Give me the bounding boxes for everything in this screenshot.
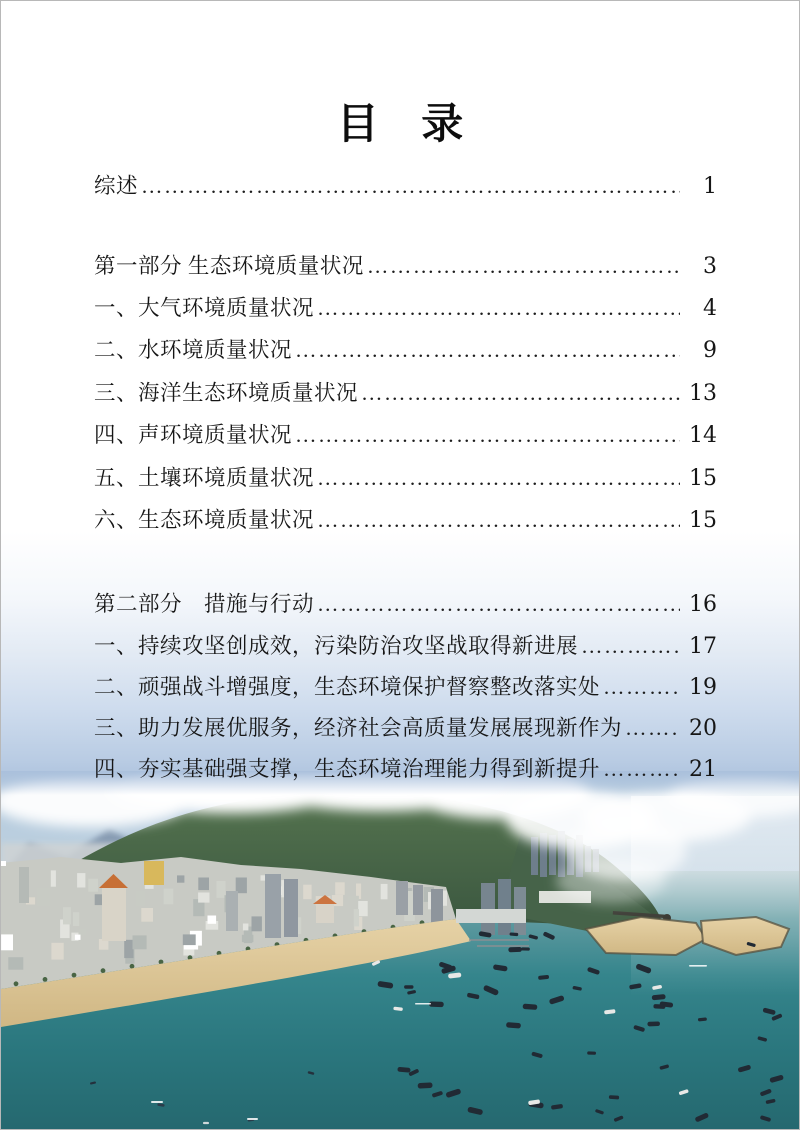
toc-entry	[94, 378, 717, 420]
toc-page-number: 15	[689, 465, 717, 491]
toc-entry	[94, 754, 717, 795]
toc-leader-dots	[361, 378, 680, 408]
toc-entry-label: 一、持续攻坚创成效，污染防治攻坚战取得新进展	[94, 634, 579, 658]
toc-part2-items	[94, 631, 717, 795]
toc-entry	[94, 505, 717, 547]
toc-page-number: 17	[689, 634, 717, 659]
toc-page-number: 1	[703, 174, 717, 199]
toc-page-number: 3	[703, 254, 717, 279]
toc-entry-label: 第一部分 生态环境质量状况	[94, 254, 364, 278]
toc-leader-dots	[317, 463, 680, 493]
toc-leader-dots	[295, 420, 680, 450]
toc-page-number: 16	[689, 592, 717, 617]
toc-part2-heading	[94, 589, 717, 620]
toc-entry-label: 四、夯实基础强支撑，生态环境治理能力得到新提升	[94, 757, 601, 781]
toc-entry-label: 一、大气环境质量状况	[94, 296, 315, 320]
toc-entry	[94, 672, 717, 713]
toc-entry-label: 第二部分 措施与行动	[94, 592, 315, 616]
toc-page-number: 15	[689, 507, 717, 533]
toc-entry-label: 综述	[94, 174, 139, 198]
toc-leader-dots	[295, 335, 680, 365]
toc-part1-items	[94, 293, 717, 547]
toc-entry-label: 三、助力发展优服务，经济社会高质量发展展现新作为	[94, 716, 623, 740]
toc-entry-label: 二、顽强战斗增强度，生态环境保护督察整改落实处	[94, 675, 601, 699]
toc-entry-label: 三、海洋生态环境质量状况	[94, 380, 359, 405]
toc-entry	[94, 631, 717, 672]
toc-entry-label: 六、生态环境质量状况	[94, 507, 315, 532]
toc-page-number: 9	[703, 338, 717, 364]
toc-entry	[94, 463, 717, 505]
toc-entry-label: 二、水环境质量状况	[94, 338, 293, 363]
toc-leader-dots	[141, 171, 680, 201]
toc-entry-label: 四、声环境质量状况	[94, 423, 293, 448]
toc-leader-dots	[317, 589, 680, 619]
toc-leader-dots	[625, 713, 680, 743]
toc-entry	[94, 713, 717, 754]
toc-page-number: 14	[689, 423, 717, 449]
page-title: 目 录	[336, 99, 478, 148]
toc-page-number: 4	[703, 296, 717, 321]
toc-page-number: 21	[689, 757, 717, 782]
toc-leader-dots	[581, 631, 680, 661]
toc-leader-dots	[367, 251, 680, 281]
toc-entry	[94, 335, 717, 377]
toc-entry	[94, 293, 717, 335]
toc-page-number: 13	[689, 380, 717, 406]
toc-entry-label: 五、土壤环境质量状况	[94, 465, 315, 490]
toc-entry-overview	[94, 171, 717, 202]
toc-page-number: 20	[689, 716, 717, 741]
toc-leader-dots	[317, 505, 680, 535]
toc-entry	[94, 420, 717, 462]
toc-leader-dots	[603, 754, 680, 784]
toc-part1-heading	[94, 251, 717, 282]
toc-leader-dots	[317, 293, 680, 323]
toc-leader-dots	[603, 672, 680, 702]
toc-page-number: 19	[689, 675, 717, 700]
toc-content	[1, 1, 799, 1129]
